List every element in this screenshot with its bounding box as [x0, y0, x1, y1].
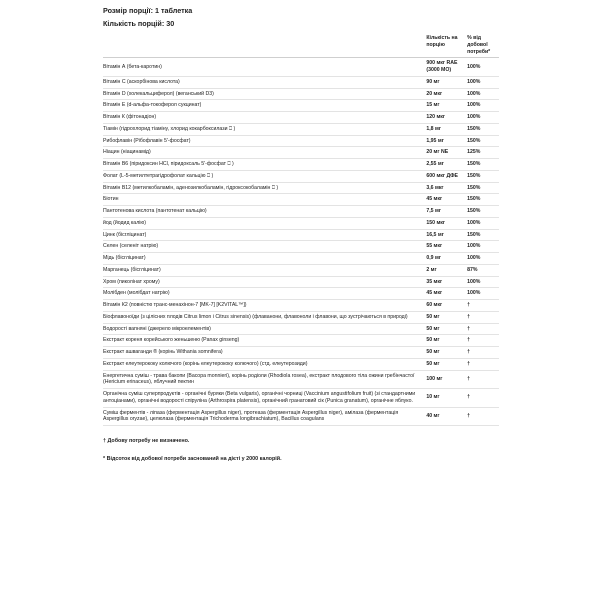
nutrient-dv: 150% [467, 182, 499, 194]
nutrient-dv: † [467, 389, 499, 408]
nutrient-name: Вітамін В12 (метилкобаламін, аденозилкобаламін, гідроксокобаламін ⎕ ) [103, 182, 426, 194]
nutrient-amount: 150 мкг [426, 217, 467, 229]
nutrient-amount: 50 мг [426, 347, 467, 359]
nutrient-amount: 7,5 мг [426, 206, 467, 218]
nutrient-amount: 55 мкг [426, 241, 467, 253]
header-blank [103, 33, 426, 58]
nutrient-name: Марганець (бісгліцинат) [103, 264, 426, 276]
nutrient-dv: † [467, 323, 499, 335]
nutrient-dv: † [467, 347, 499, 359]
nutrient-amount: 15 мг [426, 100, 467, 112]
nutrient-dv: 87% [467, 264, 499, 276]
amount-header: Кількість на порцію [426, 33, 467, 58]
nutrient-table [103, 33, 499, 426]
nutrient-name: Мідь (бісгліцинат) [103, 253, 426, 265]
nutrient-dv: 100% [467, 76, 499, 88]
nutrient-amount: 50 мг [426, 311, 467, 323]
nutrient-row [103, 229, 499, 241]
serving-size: Розмір порції: 1 таблетка [103, 6, 193, 15]
nutrient-row [103, 100, 499, 112]
nutrient-dv: † [467, 311, 499, 323]
nutrient-dv: 150% [467, 170, 499, 182]
footnote-calorie-basis: * Відсоток від добової потреби заснований на дієті у 2000 калорій. [103, 456, 282, 462]
nutrient-dv: 100% [467, 58, 499, 77]
nutrient-dv: † [467, 300, 499, 312]
nutrient-dv: 125% [467, 147, 499, 159]
nutrient-amount: 20 мг NE [426, 147, 467, 159]
nutrient-name: Екстракт елеутерококу колючого (корінь елеутерококу колючого) (стд. елеутерозиди) [103, 358, 426, 370]
nutrient-name: Екстракт кореня корейського женьшеню (Panax ginseng) [103, 335, 426, 347]
nutrient-dv: 150% [467, 229, 499, 241]
nutrient-row [103, 407, 499, 426]
nutrient-amount: 2,55 мг [426, 159, 467, 171]
nutrient-name: Молібден (молібдат натрію) [103, 288, 426, 300]
nutrient-name: Екстракт ашваганди ® (корінь Withania somnifera) [103, 347, 426, 359]
nutrient-amount: 0,9 мг [426, 253, 467, 265]
nutrient-name: Хром (пиколінат хрому) [103, 276, 426, 288]
nutrient-row [103, 170, 499, 182]
nutrient-amount: 50 мг [426, 358, 467, 370]
nutrient-name: Ніацин (ніацинамід) [103, 147, 426, 159]
nutrient-row [103, 147, 499, 159]
nutrient-dv: † [467, 335, 499, 347]
nutrient-dv: 100% [467, 288, 499, 300]
nutrient-amount: 1,95 мг [426, 135, 467, 147]
nutrient-row [103, 347, 499, 359]
nutrient-row [103, 288, 499, 300]
nutrient-row [103, 88, 499, 100]
nutrient-name: Тіамін (гідрохлорид тіаміну, хлорид кокарбоксилази ⎕ ) [103, 123, 426, 135]
nutrient-row [103, 112, 499, 124]
nutrient-amount: 3,6 мкг [426, 182, 467, 194]
nutrient-name: Пантотенова кислота (пантотенат кальцію) [103, 206, 426, 218]
nutrient-dv: 100% [467, 217, 499, 229]
nutrient-name: Цинк (бісгліцинат) [103, 229, 426, 241]
nutrient-row [103, 389, 499, 408]
nutrient-row [103, 370, 499, 389]
nutrient-name: Біотин [103, 194, 426, 206]
nutrient-name: Вітамін К2 (повністю транс-менахінон-7 [MK-7] [K2VITAL™]) [103, 300, 426, 312]
nutrient-dv: 150% [467, 135, 499, 147]
nutrient-amount: 45 мкг [426, 288, 467, 300]
nutrient-dv: † [467, 358, 499, 370]
nutrient-dv: 150% [467, 206, 499, 218]
nutrient-row [103, 264, 499, 276]
nutrient-row [103, 311, 499, 323]
nutrient-amount: 45 мкг [426, 194, 467, 206]
nutrient-amount: 16,5 мг [426, 229, 467, 241]
nutrient-row [103, 123, 499, 135]
nutrient-dv: 100% [467, 112, 499, 124]
nutrient-dv: 150% [467, 159, 499, 171]
nutrient-row [103, 206, 499, 218]
nutrient-amount: 120 мкг [426, 112, 467, 124]
table-header-row [103, 33, 499, 58]
nutrient-name: Органічна суміш суперпродуктів - органічні буряки (Beta vulgaris), органічні чорниці (Vaccinium angustifolium fruit) (зі стандартними антоціанами), органічні водорості спіруліна (Arthrospira platensis), органічний гранатовий сік (Punica granatum), органічне яблуко. [103, 389, 426, 408]
nutrient-row [103, 358, 499, 370]
nutrient-dv: † [467, 370, 499, 389]
nutrient-amount: 10 мг [426, 389, 467, 408]
nutrient-dv: 100% [467, 276, 499, 288]
nutrient-row [103, 182, 499, 194]
nutrient-row [103, 276, 499, 288]
nutrient-amount: 50 мг [426, 335, 467, 347]
nutrient-row [103, 76, 499, 88]
nutrient-dv: 100% [467, 241, 499, 253]
nutrient-name: Енергетична суміш - трава бакопи (Bacopa monnieri), корінь родіоли (Rhodiola rosea), екстракт плодового тіла ожини гребінчастої (Hericium erinaceus), яблучний пектин [103, 370, 426, 389]
nutrient-amount: 900 мкг RAE (3000 МО) [426, 58, 467, 77]
nutrient-name: Вітамін В6 (піридоксин HCl, піридоксаль 5'-фосфат ⎕ ) [103, 159, 426, 171]
nutrient-amount: 90 мг [426, 76, 467, 88]
nutrient-amount: 50 мг [426, 323, 467, 335]
nutrient-dv: 150% [467, 123, 499, 135]
nutrient-amount: 100 мг [426, 370, 467, 389]
nutrient-row [103, 241, 499, 253]
nutrient-dv: 150% [467, 194, 499, 206]
nutrient-amount: 2 мг [426, 264, 467, 276]
nutrient-name: Селен (селеніт натрію) [103, 241, 426, 253]
nutrient-name: Вітамін А (бета-каротин) [103, 58, 426, 77]
nutrient-name: Вітамін Е (d-альфа-токоферол сукцинат) [103, 100, 426, 112]
nutrient-amount: 35 мкг [426, 276, 467, 288]
nutrient-row [103, 217, 499, 229]
nutrient-name: Рибофлавін (Рібофлавін 5'-фосфат) [103, 135, 426, 147]
nutrient-name: йод (йодид калію) [103, 217, 426, 229]
nutrient-row [103, 335, 499, 347]
nutrient-name: Суміш ферментів - ліпаза (ферментація Aspergillus niger), протеаза (ферментація Aspergillus niger), амілаза (ферментація Aspergillus oryzae), целюлаза (ферментація Trichoderma longibrachiatum), Bacillus coagulans [103, 407, 426, 426]
nutrient-amount: 600 мкг ДФЕ [426, 170, 467, 182]
servings-count: Кількість порцій: 30 [103, 19, 175, 28]
nutrient-amount: 60 мкг [426, 300, 467, 312]
nutrient-dv: 100% [467, 253, 499, 265]
nutrient-name: Водорості вапняні (джерело мікроелементів) [103, 323, 426, 335]
nutrient-row [103, 194, 499, 206]
nutrient-dv: † [467, 407, 499, 426]
nutrient-row [103, 300, 499, 312]
nutrient-name: Біофлавоноїди (з цілісних плодів Citrus limon і Citrus sinensis) (флаванони, флавоноли і флавони, що зустрічаються в природі) [103, 311, 426, 323]
nutrient-dv: 100% [467, 88, 499, 100]
nutrient-name: Вітамін К (фітонадіон) [103, 112, 426, 124]
nutrient-row [103, 323, 499, 335]
nutrient-row [103, 253, 499, 265]
nutrient-row [103, 135, 499, 147]
footnote-no-dv: † Добову потребу не визначено. [103, 438, 190, 444]
nutrient-name: Фолат (L-5-метилтетрагідрофолат кальцію ⎕ ) [103, 170, 426, 182]
nutrient-amount: 20 мкг [426, 88, 467, 100]
nutrient-row [103, 159, 499, 171]
nutrient-name: Вітамін С (аскорбінова кислота) [103, 76, 426, 88]
dv-header: % від добової потреби* [467, 33, 499, 58]
nutrient-amount: 40 мг [426, 407, 467, 426]
nutrient-name: Вітамін D (холекальциферол) (веганський D3) [103, 88, 426, 100]
nutrient-dv: 100% [467, 100, 499, 112]
nutrient-row [103, 58, 499, 77]
nutrient-amount: 1,8 мг [426, 123, 467, 135]
